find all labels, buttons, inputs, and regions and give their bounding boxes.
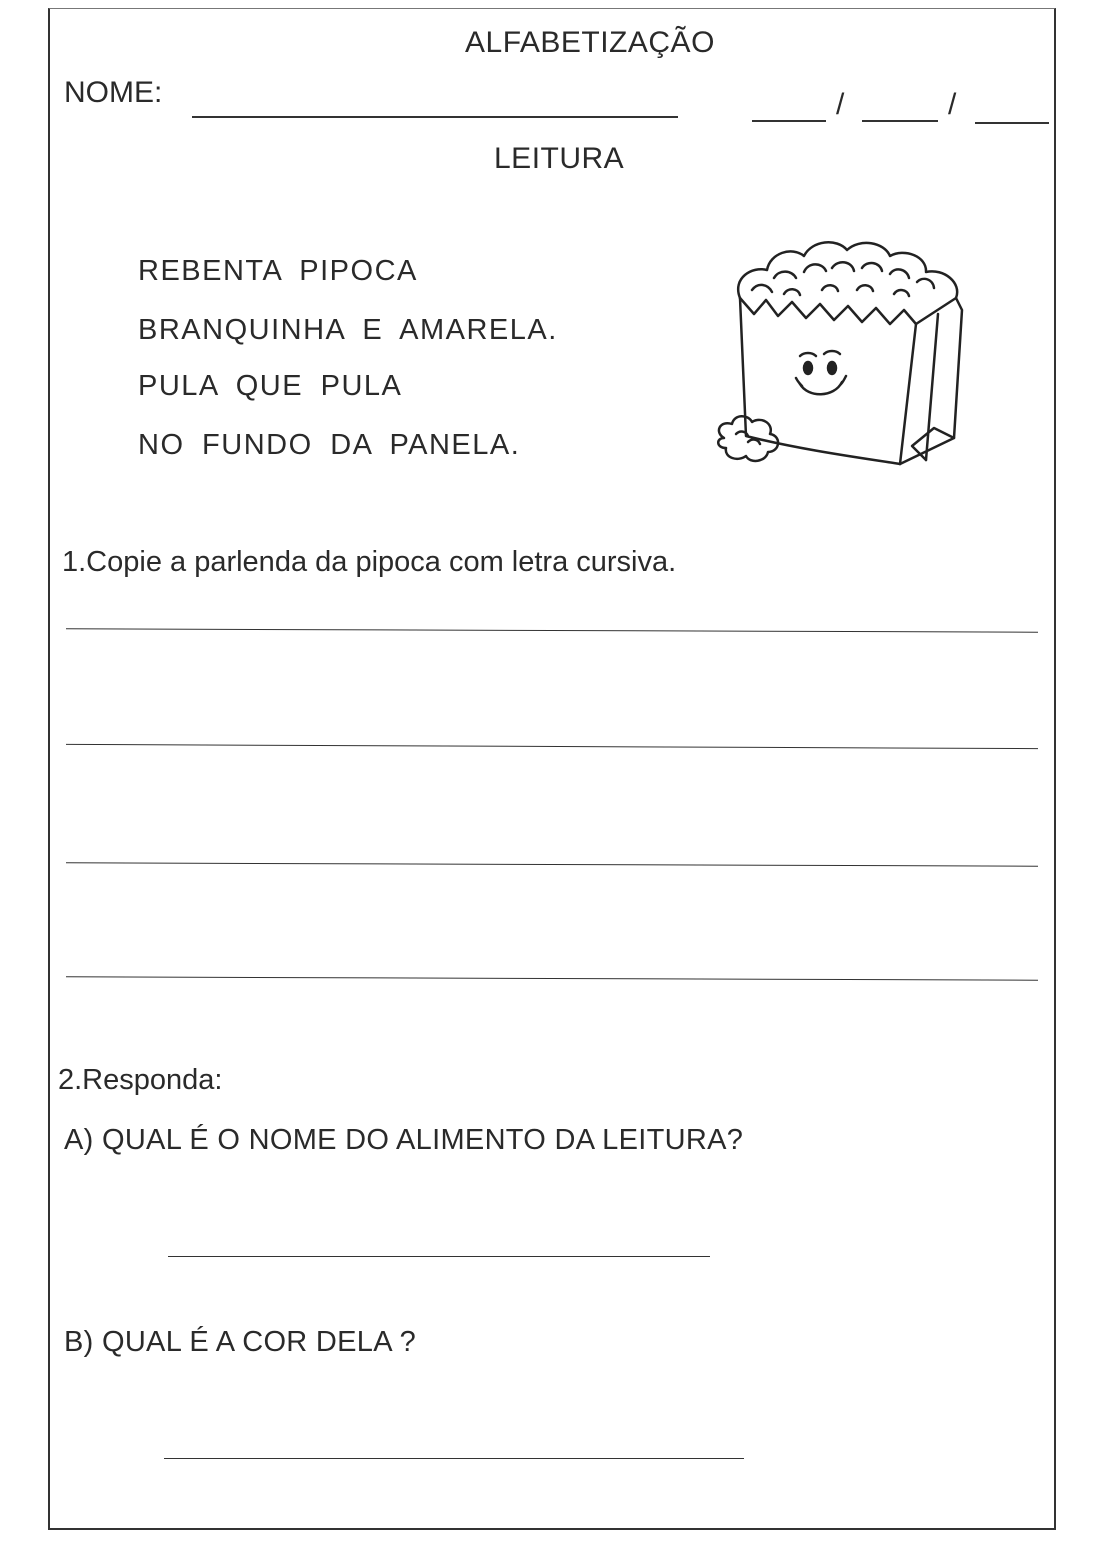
date-year-line[interactable]: [975, 122, 1049, 124]
date-separator-2: /: [948, 88, 957, 121]
date-day-line[interactable]: [752, 120, 826, 122]
date-separator-1: /: [836, 88, 845, 121]
answer-b-line[interactable]: [164, 1458, 744, 1459]
poem-line-2: BRANQUINHA E AMARELA.: [138, 314, 558, 346]
question-a: A) QUAL É O NOME DO ALIMENTO DA LEITURA?: [64, 1124, 744, 1156]
name-input-line[interactable]: [192, 116, 678, 118]
poem-line-1: REBENTA PIPOCA: [138, 255, 418, 287]
poem-line-3: PULA QUE PULA: [138, 370, 403, 402]
exercise-1-prompt: 1.Copie a parlenda da pipoca com letra cursiva.: [62, 546, 677, 578]
question-b: B) QUAL É A COR DELA ?: [64, 1326, 417, 1358]
name-label: NOME:: [64, 76, 163, 109]
poem-line-4: NO FUNDO DA PANELA.: [138, 429, 521, 461]
answer-a-line[interactable]: [168, 1256, 710, 1257]
worksheet-title: ALFABETIZAÇÃO: [465, 26, 715, 59]
exercise-2-prompt: 2.Responda:: [58, 1064, 223, 1096]
section-title: LEITURA: [494, 142, 625, 175]
date-month-line[interactable]: [862, 120, 938, 122]
popcorn-bag-icon: [712, 228, 982, 478]
